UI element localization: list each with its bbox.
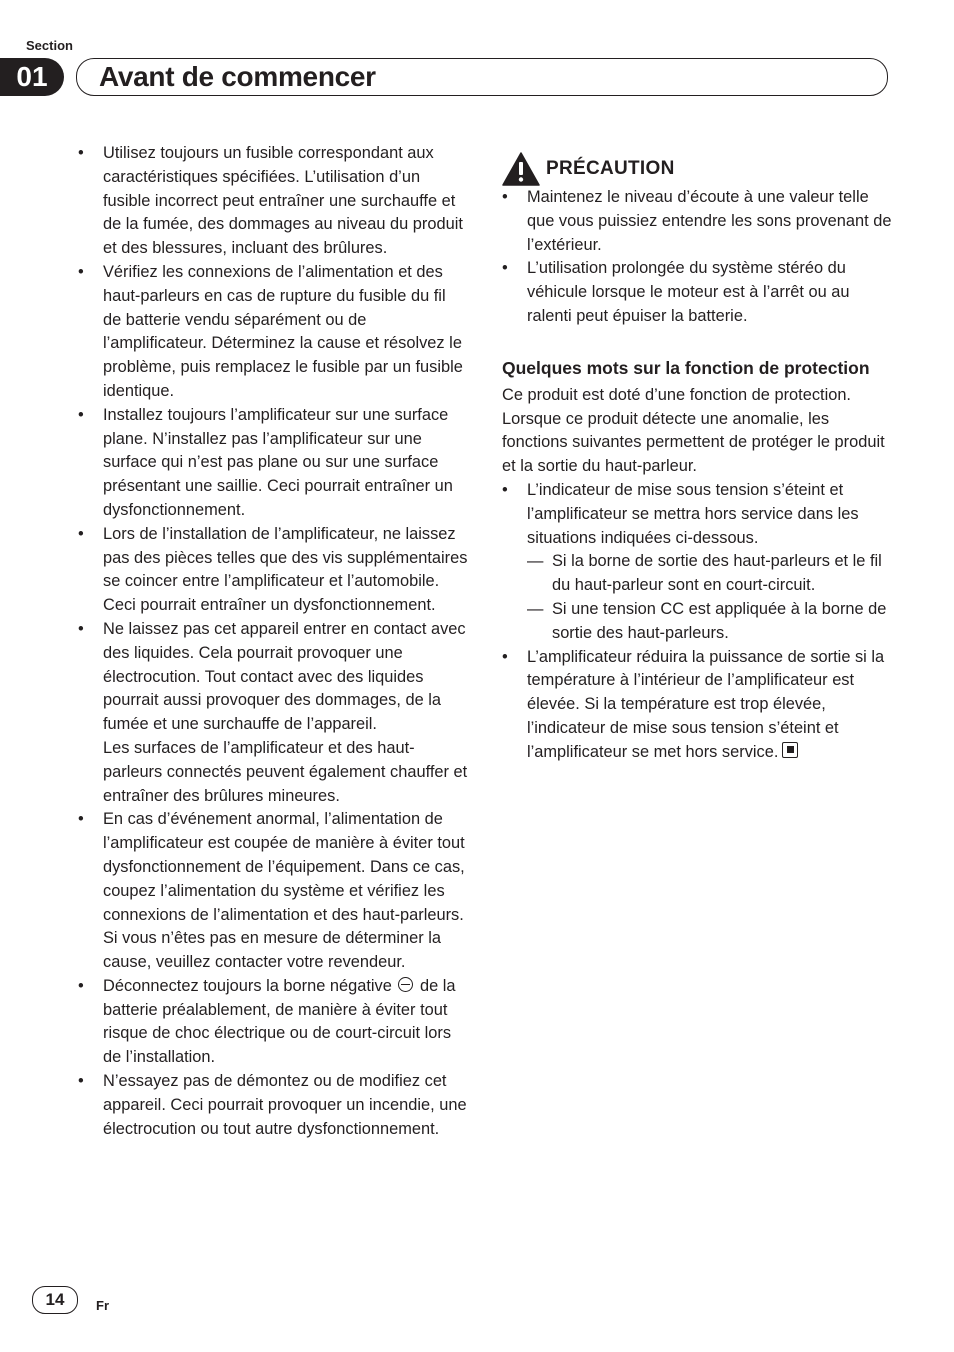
list-item-text: de la batterie préalablement, de manière à éviter tout risque de choc électrique ou de court-circuit lors de l’installation. <box>103 976 456 1067</box>
list-item <box>502 646 894 765</box>
list-item: • N’essayez pas de démontez ou de modifiez cet appareil. Ceci pourrait provoquer un incendie, une électrocution ou tout autre dysfonctionnement. <box>78 1070 468 1141</box>
title-bar <box>76 58 888 96</box>
list-item-text: L’amplificateur réduira la puissance de sortie si la température à l’intérieur de l’amplificateur est élevée. Si la température est trop élevée, l’indicateur de mise sous tension s’éteint et l’amplificateur se met hors service. <box>527 647 885 761</box>
left-column <box>78 142 468 1141</box>
sub-list-item: — Si la borne de sortie des haut-parleurs et le fil du haut-parleur sont en court-circuit. <box>527 550 894 598</box>
negative-terminal-icon <box>398 977 413 992</box>
page-number: 14 <box>32 1286 78 1314</box>
list-item: • Installez toujours l’amplificateur sur une surface plane. N’installez pas l’amplificateur sur une surface qui n’est pas plane ou sur une surface présentant une saillie. Ceci pourrait entraîner un dysfonctionnement. <box>78 404 468 523</box>
page-title: Avant de commencer <box>99 61 376 92</box>
end-of-section-icon <box>782 742 798 758</box>
warning-triangle-icon <box>502 152 540 186</box>
list-item <box>78 975 468 1070</box>
list-item: • L’utilisation prolongée du système stéréo du véhicule lorsque le moteur est à l’arrêt ou au ralenti peut épuiser la batterie. <box>502 257 894 328</box>
caution-title: PRÉCAUTION <box>546 158 675 180</box>
list-item: • Utilisez toujours un fusible correspondant aux caractéristiques spécifiées. L’utilisation d’un fusible incorrect peut entraîner une surchauffe et de la fumée, des dommages au niveau du produit et des blessures, incluant des brûlures. <box>78 142 468 261</box>
list-item: • Lors de l’installation de l’amplificateur, ne laissez pas des pièces telles que des vis supplémentaires se coincer entre l’amplificateur et l’automobile. Ceci pourrait entraîner un dysfonctionnement. <box>78 523 468 618</box>
section-label: Section <box>26 38 73 53</box>
list-item: • Vérifiez les connexions de l’alimentation et des haut-parleurs en cas de rupture du fusible du fil de batterie vendu séparément ou de l’amplificateur. Déterminez la cause et résolvez le problème, puis remplacez le fusible par un fusible identique. <box>78 261 468 404</box>
caution-list <box>502 186 894 329</box>
list-item <box>502 479 894 646</box>
list-item-text-extra: Les surfaces de l’amplificateur et des haut-parleurs connectés peuvent également chauffer et entraîner des brûlures mineures. <box>103 738 468 805</box>
section-number: 01 <box>0 58 64 96</box>
list-item-text: Déconnectez toujours la borne négative <box>103 976 392 995</box>
list-item-text: Ne laissez pas cet appareil entrer en contact avec des liquides. Cela pourrait provoquer une électrocution. Tout contact avec des liquides pourrait aussi provoquer des dommages, de la fumée et une surchauffe de l’appareil. <box>103 619 466 734</box>
sub-list-item: — Si une tension CC est appliquée à la borne de sortie des haut-parleurs. <box>527 598 894 646</box>
caution-header <box>502 152 894 186</box>
language-code: Fr <box>96 1298 109 1313</box>
protection-list <box>502 479 894 765</box>
protection-intro: Ce produit est doté d’une fonction de protection. Lorsque ce produit détecte une anomalie, les fonctions suivantes permettent de protéger le produit et la sortie du haut-parleur. <box>502 385 885 476</box>
right-column <box>502 152 894 765</box>
list-item-text: L’indicateur de mise sous tension s’éteint et l’amplificateur se mettra hors service dans les situations indiquées ci-dessous. <box>527 480 859 547</box>
protection-heading: Quelques mots sur la fonction de protection <box>502 357 870 378</box>
list-item: • En cas d’événement anormal, l’alimentation de l’amplificateur est coupée de manière à éviter tout dysfonctionnement de l’équipement. Dans ce cas, coupez l’alimentation du système et vérifiez les connexions de l’alimentation et des haut-parleurs. Si vous n’êtes pas en mesure de déterminer la cause, veuillez contacter votre revendeur. <box>78 808 468 975</box>
protection-sublist <box>527 550 894 645</box>
list-item: • Maintenez le niveau d’écoute à une valeur telle que vous puissiez entendre les sons provenant de l’extérieur. <box>502 186 894 257</box>
list-item <box>78 618 468 808</box>
safety-list <box>78 142 468 1141</box>
